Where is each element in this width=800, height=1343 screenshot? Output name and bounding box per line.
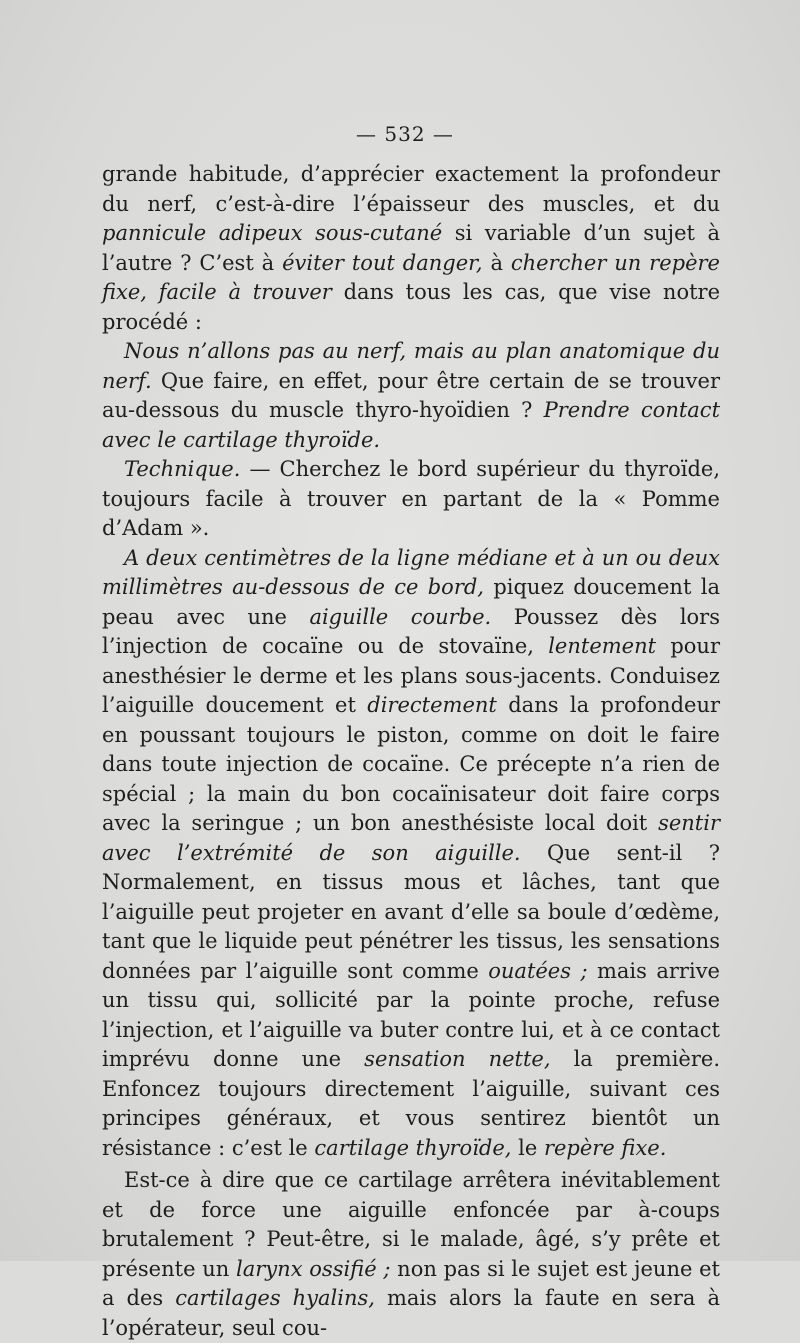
paragraph: grande habitude, d’apprécier exactement la profondeur du nerf, c’est-à-dire l’épaisseur des muscles, et du pannicule adipeux sous-cutané si variable d’un sujet à l’autre ? C’est à éviter tout danger, à chercher un repère fixe, facile à trouver dans tous les cas, que vise notre procédé : [102, 162, 721, 334]
paragraph: A deux centimètres de la ligne médiane et à un ou deux millimètres au-dessous de ce bord, piquez doucement la peau avec une aiguille courbe. Poussez dès lors l’injection de cocaïne ou de stovaïne, lentement pour anesthésier le derme et les plans sous-jacents. Conduisez l’aiguille doucement et directement dans la profondeur en poussant toujours le piston, comme on doit le faire dans toute injection de cocaïne. Ce précepte n’a rien de spécial ; la main du bon cocaïnisateur doit faire corps avec la seringue ; un bon anesthésiste local doit sentir avec l’extrémité de son aiguille. Que sent-il ? Normalement, en tissus mous et lâches, tant que l’aiguille peut projeter en avant d’elle sa boule d’œdème, tant que le liquide peut pénétrer les tissus, les sensations données par l’aiguille sont comme ouatées ; mais arrive un tissu qui, sollicité par la pointe proche, refuse l’injection, et l’aiguille va buter contre lui, et à ce contact imprévu donne une sensation nette, la première. Enfoncez toujours directement l’aiguille, suivant ces principes généraux, et vous sentirez bientôt un résistance : c’est le cartilage thyroïde, le repère fixe. [102, 545, 721, 1160]
paragraph: Est-ce à dire que ce cartilage arrêtera inévitablement et de force une aiguille enfoncée par à-coups brutalement ? Peut-être, si le malade, âgé, s’y prête et présente un larynx ossifié ; non pas si le sujet est jeune et a des cartilages hyalins, mais alors la faute en sera à l’opérateur, seul cou- [102, 1168, 720, 1340]
body-text [102, 160, 720, 1343]
page-number: — 532 — [356, 122, 454, 146]
paragraph: Nous n’allons pas au nerf, mais au plan anatomique du nerf. Que faire, en effet, pour être certain de se trouver au-dessous du muscle thyro-hyoïdien ? Prendre contact avec le cartilage thyroïde. [102, 339, 721, 452]
paragraph: Technique. — Cherchez le bord supérieur du thyroïde, toujours facile à trouver en partant de la « Pomme d’Adam ». [102, 457, 720, 540]
